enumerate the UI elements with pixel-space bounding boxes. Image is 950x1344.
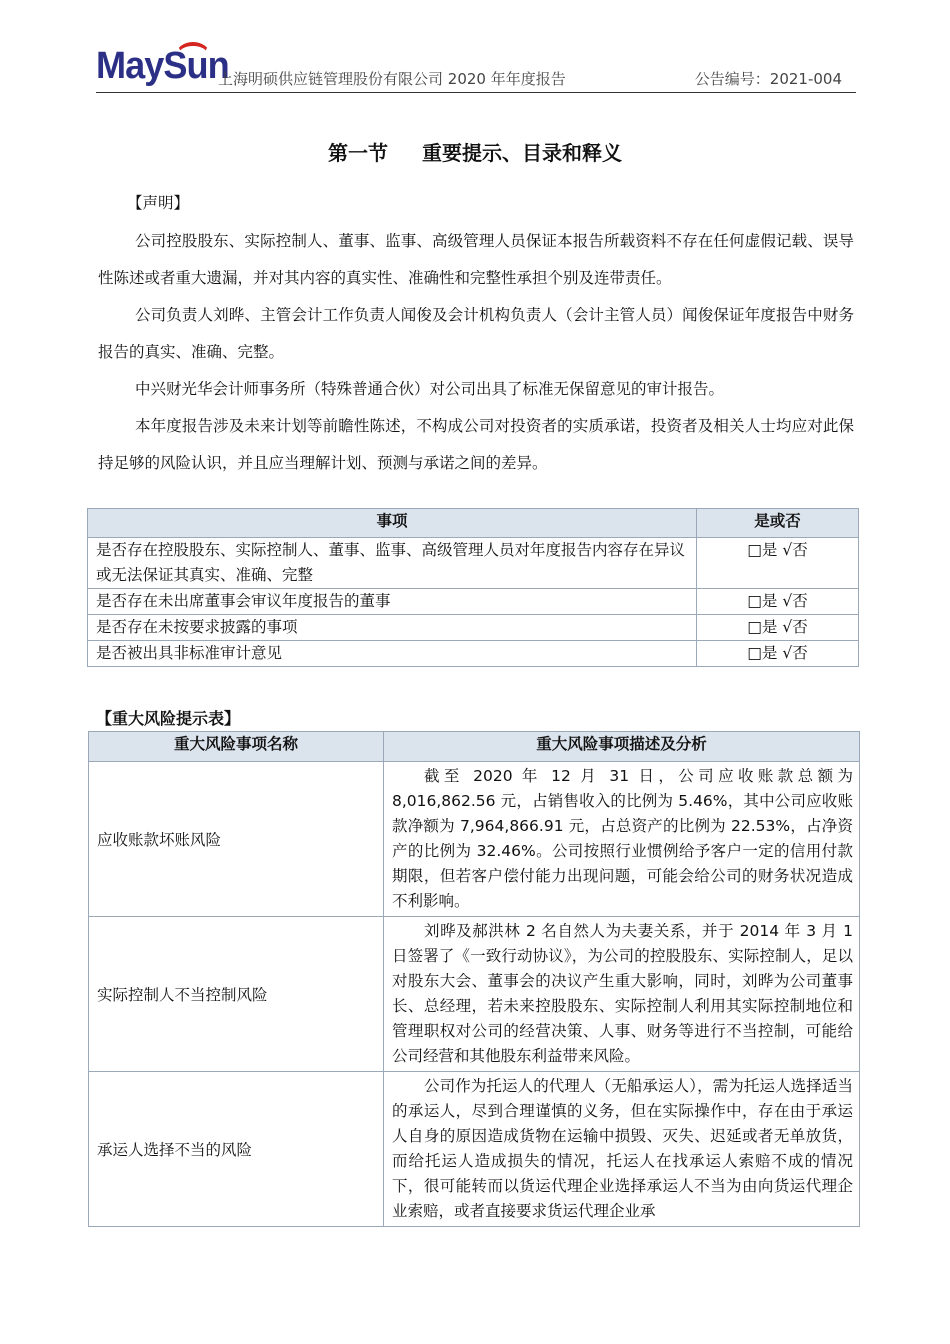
- table-header-row: [89, 732, 860, 762]
- risk-name: 应收账款坏账风险: [89, 762, 384, 917]
- logo-text-may: May: [96, 45, 164, 87]
- table-row: [89, 917, 860, 1072]
- table-row: [88, 589, 859, 615]
- table-header-row: [88, 509, 859, 538]
- matter-item: 是否存在未按要求披露的事项: [88, 615, 697, 641]
- risk-name: 承运人选择不当的风险: [89, 1072, 384, 1227]
- table-row: [88, 538, 859, 589]
- matters-table: [87, 508, 859, 667]
- risk-description: [384, 762, 860, 917]
- section-title-text: 重要提示、目录和释义: [422, 141, 622, 165]
- risk-description: [384, 917, 860, 1072]
- risk-table: [88, 731, 860, 1227]
- risk-description-text: 公司作为托运人的代理人（无船承运人），需为托运人选择适当的承运人，尽到合理谨慎的义务，但在实际操作中，存在由于承运人自身的原因造成货物在运输中损毁、灭失、迟延或者无单放货，而给托运人造成损失的情况，托运人在找承运人索赔不成的情况下，很可能转而以货运代理企业选择承运人不当为由向货运代理企业索赔，或者直接要求货运代理企业承: [392, 1077, 853, 1220]
- risk-name: 实际控制人不当控制风险: [89, 917, 384, 1072]
- declaration-paragraph-4: 本年度报告涉及未来计划等前瞻性陈述，不构成公司对投资者的实质承诺，投资者及相关人士均应对此保持足够的风险认识，并且应当理解计划、预测与承诺之间的差异。: [98, 417, 854, 472]
- logo-text-sun: Sun: [163, 45, 229, 87]
- table-row: [89, 1072, 860, 1227]
- logo-arc-icon: [176, 42, 210, 68]
- column-header-risk-desc: 重大风险事项描述及分析: [384, 732, 860, 762]
- column-header-risk-name: 重大风险事项名称: [89, 732, 384, 762]
- section-number: 第一节: [328, 141, 388, 165]
- declaration-paragraph-2: 公司负责人刘晔、主管会计工作负责人闻俊及会计机构负责人（会计主管人员）闻俊保证年度报告中财务报告的真实、准确、完整。: [98, 306, 854, 361]
- table-row: [88, 615, 859, 641]
- matter-item: 是否存在未出席董事会审议年度报告的董事: [88, 589, 697, 615]
- matter-answer: □是 √否: [697, 538, 859, 589]
- section-heading: [0, 137, 950, 166]
- matter-answer: □是 √否: [697, 615, 859, 641]
- declaration-heading: 【声明】: [127, 194, 190, 212]
- table-row: [88, 641, 859, 667]
- declaration-paragraph-1: 公司控股股东、实际控制人、董事、监事、高级管理人员保证本报告所载资料不存在任何虚假记载、误导性陈述或者重大遗漏，并对其内容的真实性、准确性和完整性承担个别及连带责任。: [98, 232, 854, 287]
- matter-item: 是否存在控股股东、实际控制人、董事、监事、高级管理人员对年度报告内容存在异议或无法保证其真实、准确、完整: [88, 538, 697, 589]
- table-row: [89, 762, 860, 917]
- matter-item: 是否被出具非标准审计意见: [88, 641, 697, 667]
- announcement-code: 公告编号：2021-004: [694, 70, 842, 88]
- matter-answer: □是 √否: [697, 641, 859, 667]
- column-header-answer: 是或否: [697, 509, 859, 538]
- column-header-item: 事项: [88, 509, 697, 538]
- matter-answer: □是 √否: [697, 589, 859, 615]
- risk-description-text: 截至 2020 年 12 月 31 日，公司应收账款总额为 8,016,862.56 元，占销售收入的比例为 5.46%，其中公司应收账款净额为 7,964,866.91 元，占总资产的比例为 22.53%，占净资产的比例为 32.46%。公司按照行业惯例给予客户一定的信用付款期限，但若客户偿付能力出现问题，可能会给公司的财务状况造成不利影响。: [392, 767, 853, 910]
- page-header: [96, 40, 856, 93]
- risk-description-text: 刘晔及郝洪林 2 名自然人为夫妻关系，并于 2014 年 3 月 1 日签署了《一致行动协议》，为公司的控股股东、实际控制人，足以对股东大会、董事会的决议产生重大影响，同时，刘晔为公司董事长、总经理，若未来控股股东、实际控制人利用其实际控制地位和管理职权对公司的经营决策、人事、财务等进行不当控制，可能给公司经营和其他股东利益带来风险。: [392, 922, 853, 1065]
- report-title: 上海明硕供应链管理股份有限公司 2020 年年度报告: [218, 70, 566, 88]
- risk-table-heading: 【重大风险提示表】: [96, 709, 241, 728]
- declaration-paragraph-3: 中兴财光华会计师事务所（特殊普通合伙）对公司出具了标准无保留意见的审计报告。: [135, 380, 725, 398]
- risk-description: [384, 1072, 860, 1227]
